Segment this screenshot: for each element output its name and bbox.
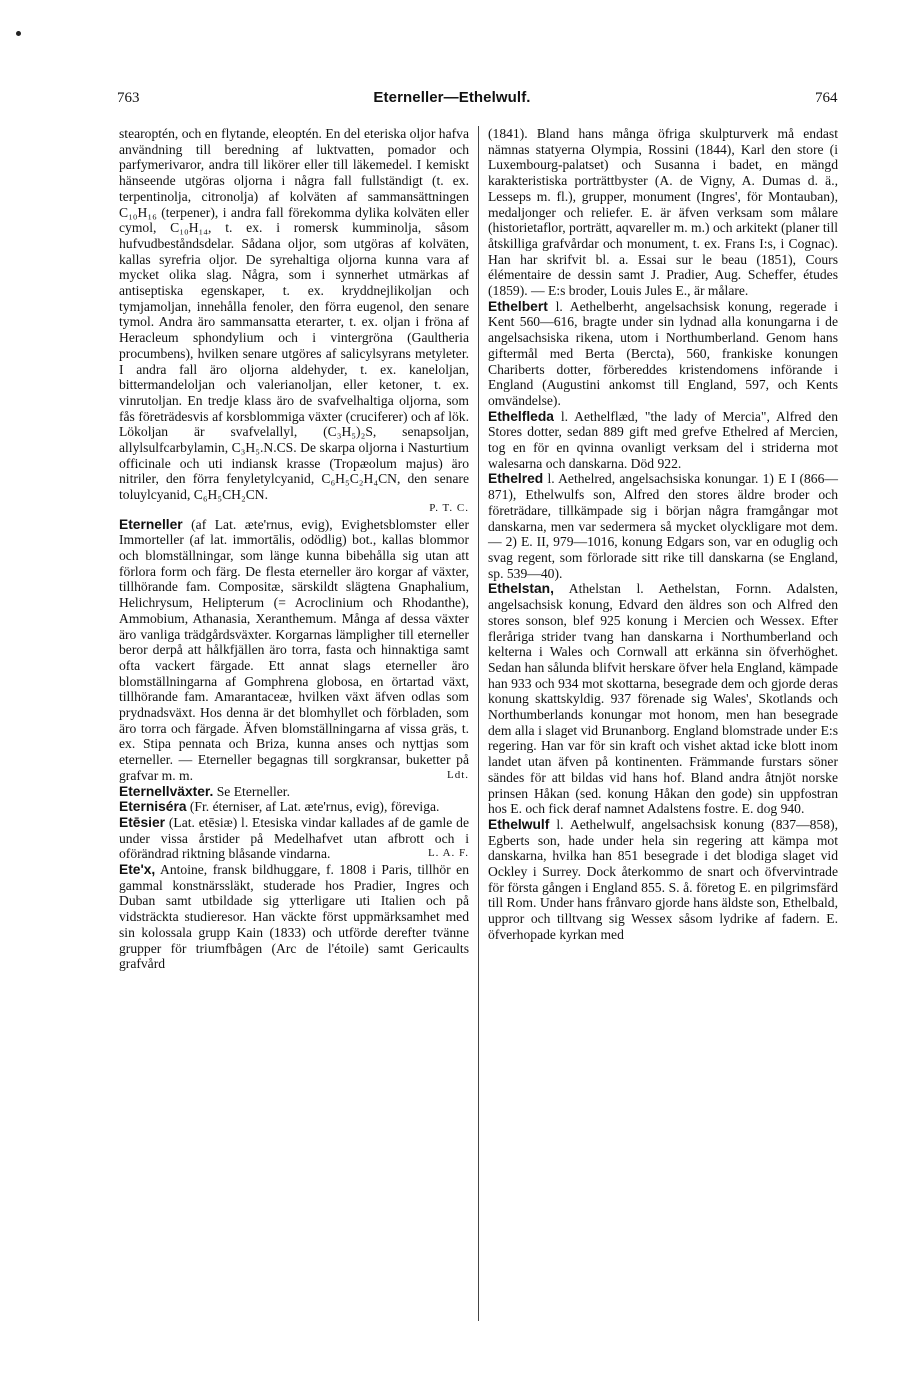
headword: Eternellväxter.	[119, 783, 214, 799]
page-number-right: 764	[815, 90, 838, 106]
entry-ethelstan	[488, 581, 838, 817]
headword: Ethelred	[488, 471, 544, 487]
continued-paragraph: (1841). Bland hans många öfriga skulpturverk må endast nämnas statyerna Olympia, Rossini (1844), Karl den store (i Luxembourg-palatset) och Susanna i badet, en mängd karakteristiska porträttbyster (A. de Vigny, A. Dumas d. ä., Lesseps m. fl.), grupper, monument (Ingres', för Montauban), medaljonger och reliefer. E. är äfven verksam som målare (historietaflor, porträtt, aqvareller m. m.) och arkitekt (planer till åtskilliga grafvårdar och monument, t. ex. Frans I:s, i Cognac). Han har skrifvit bl. a. Essai sur le beau (1851), Cours élémentaire de dessin samt J. Pradier, Aug. Scheffer, études (1859). — E:s broder, Louis Jules E., är målare.	[488, 126, 838, 299]
entry-text: (Fr. éterniser, af Lat. æte'rnus, evig), föreviga.	[189, 799, 440, 815]
entry-text: l. Aethelwulf, angelsachsisk konung (837—858), Egberts son, hade under hela sin regering att kämpa mot danskarna, hvilka han 851 besegrade i det blodiga slaget vid Ockley i Surrey. Dock återkommo de snart och öfvervintrade för första gången i England 855. S. å. företog E. en pilgrimsfärd till Rom. Under hans frånvaro gjorde hans äldste son, Ethelbald, uppror och tilltvang sig Wessex såsom lydrike af fadern. E. öfverhopade kyrkan med	[488, 816, 838, 942]
headword: Eterneller	[119, 516, 183, 532]
margin-dot	[16, 31, 21, 36]
entry-text: l. Aethelred, angelsachsiska konungar. 1) E I (866—871), Ethelwulfs son, Alfred den stores äldre broder och företrädare, tillkämpade sig i början några framgångar mot danskarna, men var sedermera så mycket olyckligare mot dem. — 2) E. II, 979—1016, konung Edgars son, var en oduglig och svag regent, som förlorade sitt rike till danskarna (se England, sp. 539—40).	[488, 471, 838, 581]
entry-eterneller	[119, 517, 469, 784]
entry-text: Se Eterneller.	[216, 783, 290, 799]
entry-text: Athelstan l. Aethelstan, Fornn. Adalsten, angelsachsisk konung, Edvard den äldres son och Alfred den stores sonson, blef 925 konung i Mercien och Wessex. Efter fleråriga strider tvang han danskarna i Northumberland och kelterna i Wales och Cornwall att erkänna sin öfverhöghet. Sedan han sålunda blifvit herskare öfver hela England, kämpade han 933 och 934 mot skottarna, besegrade dem och gjorde deras konung skattskyldig. 937 förenade sig Wales', Skotlands och Northumberlands konungar mot honom, men han besegrade dem alla i slaget vid Brunanborg. England blomstrade under E:s regering. Han var för sin kraft och vishet aktad icke blott inom landet utan äfven på kontinenten. Främmande furstars söner sändes för att bildas vid hans hof. Bland andra åtnjöt norske prinsen Håkan (sed. konung Håkan den gode) sin uppfostran hos E. och fick deraf namnet Adalstens fostre. E. dog 940.	[488, 581, 838, 817]
entry-text: (af Lat. æte'rnus, evig), Evighetsblomster eller Immorteller (af lat. immortālis, odödlig) bot., kallas blommor och blomställningar, som länge kunna bibehålla sig utan att förlora form och färg. De flesta eterneller äro korgar af växter, tillhörande fam. Compositæ, särskildt slägtena Gnaphalium, Helichrysum, Helipterum (= Acroclinium och Rhodanthe), Ammobium, Athanasia, Xeranthemum. Många af dessa växter äro vanliga trädgårdsväxter. Korgarnas lämpligher till eterneller beror derpå att hålkfjällen äro torra, fasta och hinnaktiga samt ofta vackert färgade. Ett annat slags eterneller äro blomställningarna af Gomphrena globosa, en örtartad växt, tillhörande fam. Amarantaceæ, hvilken växt äfven odlas som prydnadsväxt. Hos denna är det blomhyllet och förbladen, som äro torra och färgade. Äfven blomställningarna af vissa gräs, t. ex. Stipa pennata och Briza, kunna anses och nyttjas som eterneller. — Eterneller begagnas till sorgkransar, buketter på grafvar m. m.	[119, 516, 469, 783]
headword: Etēsier	[119, 814, 166, 830]
running-title: Eterneller—Ethelwulf.	[373, 89, 531, 106]
right-column	[488, 126, 838, 943]
entry-ethelbert	[488, 299, 838, 409]
entry-ethelred	[488, 471, 838, 581]
entry-ethelfleda	[488, 409, 838, 472]
headword: Ete'x,	[119, 862, 156, 878]
page-header	[0, 90, 904, 112]
entry-etesier	[119, 815, 469, 862]
headword: Ethelbert	[488, 298, 548, 314]
entry-text: (Lat. etēsiæ) l. Etesiska vindar kallades af de gamle de under vissa årstider på Medelhafvet utan afbrott och i oförändrad riktning blåsande vindarna.	[119, 814, 469, 862]
column-divider	[478, 126, 479, 1321]
headword: Eterniséra	[119, 799, 187, 815]
headword: Ethelstan,	[488, 581, 554, 597]
entry-ethelwulf	[488, 817, 838, 943]
left-column	[119, 126, 469, 972]
headword: Ethelfleda	[488, 408, 554, 424]
entry-text: l. Aethelflæd, "the lady of Mercia", Alfred den Stores dotter, sedan 889 gift med grefve Ethelred af Mercien, tog en för en qvinna ovanligt verksam del i striderna mot walesarna och danskarna. Död 922.	[488, 408, 838, 471]
entry-eternisera	[119, 799, 469, 815]
entry-eternellvaxter	[119, 784, 469, 800]
page-number-left: 763	[117, 90, 140, 106]
entry-etex	[119, 862, 469, 972]
entry-text: Antoine, fransk bildhuggare, f. 1808 i Paris, tillhör en gammal konstnärssläkt, studerade hos Pradier, Ingres och Duban samt utbildade sig ytterligare uti Italien och på vidsträckta studieresor. Han väckte först uppmärksamhet med sin kolossala grupp Kain (1833) och utförde derefter tvänne grupper för triumfbågen (Arc de l'étoile) samt Gericaults grafvård	[119, 862, 469, 972]
author-signature: Ldt.	[446, 768, 469, 781]
author-signature: L. A. F.	[427, 847, 469, 860]
headword: Ethelwulf	[488, 816, 550, 832]
entry-text: l. Aethelberht, angelsachsisk konung, regerade i Kent 560—616, bragte under sin lydnad alla konungarna i de angelsachsiska rikena, utom i Northumberland. Genom hans giftermål med Berta (Bercta), 560, frankiske konungen Chariberts dotter, förbereddes kristendomens införande i England (Augustini ankomst till England, 597, och Kents omvändelse).	[488, 298, 838, 408]
continued-paragraph: stearoptén, och en flytande, eleoptén. En del eteriska oljor hafva användning till beredning af luktvatten, pomador och parfymerivaror, andra till likörer eller till läkemedel. I kemiskt hänseende utgöras oljorna i några fall fullständigt (t. ex. terpentinolja, citronolja) af kolväten af sammansättningen C₁₀H₁₆ (terpener), i andra fall förekomma dylika kolväten eller cymol, C₁₀H₁₄, t. ex. i romersk kumminolja, såsom hufvudbeståndsdelar. Sådana oljor, som utgöras af kolväten, kallas syrefria oljor. De syrehaltiga oljorna kunna vara af mycket olika slag. Några, som i synnerhet utmärkas af antiseptiska egenskaper, t. ex. kryddnejlikoljan och tymjamoljan, innehålla fenoler, den förra eugenol, den senare tymol. Andra äro sammansatta eterarter, t. ex. oljan i fröna af Heracleum sphondylium och i vintergröna (Gaultheria procumbens), hvilken senare utgöres af salicylsyrans metyleter. I andra fall äro oljorna aldehyder, t. ex. kaneloljan, bittermandeloljan och valerianoljan, eller ketoner, t. ex. vinrutoljan. En tredje klass äro de svafvelhaltiga oljorna, som fås företrädesvis af korsblommiga växter (cruciferer) och af lök. Lökoljan är svafvelallyl, (C₃H₅)₂S, senapsoljan, allylsulfcarbylamin, C₃H₅.N.CS. De skarpa oljorna i Nasturtium officinale och uti indiansk krasse (Tropæolum majus) äro nitriler, den förra fenyletylcyanid, C₆H₅C₂H₄CN, den senare toluylcyanid, C₆H₅CH₂CN.	[119, 126, 469, 503]
author-signature: P. T. C.	[429, 501, 469, 514]
